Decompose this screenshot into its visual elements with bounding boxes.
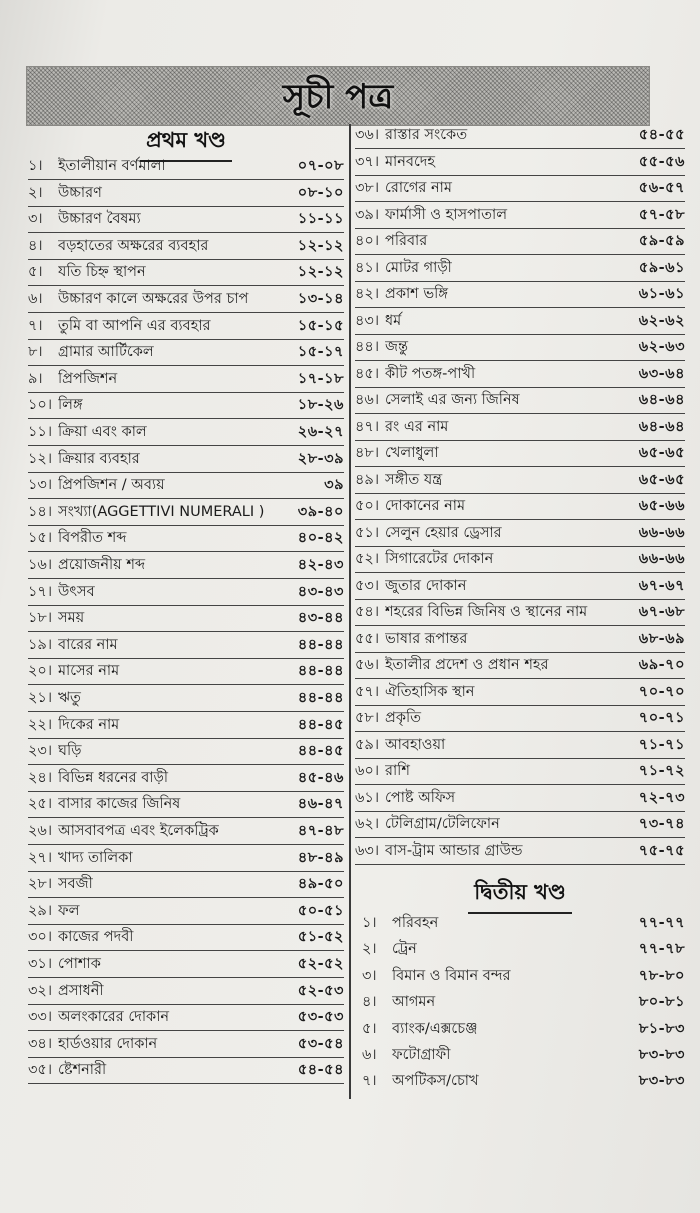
entry-number: ৫৯। xyxy=(355,736,380,753)
entry-title: ভাষার রূপান্তর xyxy=(385,630,468,647)
entry-number: ১৫। xyxy=(28,530,53,547)
entry-title: ইতালীর প্রদেশ ও প্রধান শহর xyxy=(385,657,549,673)
toc-entry xyxy=(355,760,685,785)
toc-entry xyxy=(28,394,344,419)
entry-pages: ৪৮-৪৯ xyxy=(297,849,344,866)
entry-pages: ৬৭-৬৮ xyxy=(638,604,685,620)
entry-number: ১৮। xyxy=(28,610,53,627)
entry-pages: ৫০-৫১ xyxy=(297,902,344,919)
toc-entry xyxy=(362,938,685,962)
entry-number: ৬৩। xyxy=(355,842,380,859)
toc-entry xyxy=(355,654,685,679)
entry-pages: ১৫-১৫ xyxy=(297,317,344,334)
entry-title: মানবদেহ xyxy=(385,153,436,170)
toc-entry xyxy=(28,953,344,978)
entry-number: ৫৭। xyxy=(355,683,380,700)
toc-entry xyxy=(28,155,344,180)
entry-number: ২৬। xyxy=(28,823,53,839)
entry-pages: ৬৫-৬৬ xyxy=(638,498,685,514)
entry-title: সবজী xyxy=(58,876,93,893)
entry-number: ৪৩। xyxy=(355,312,380,329)
entry-pages: ৪৫-৪৬ xyxy=(297,769,344,786)
entry-title: বাস-ট্রাম আন্ডার গ্রাউন্ড xyxy=(385,842,523,859)
toc-entry xyxy=(28,847,344,872)
entry-title: বড়হাতের অক্ষরের ব্যবহার xyxy=(58,237,209,254)
column-divider xyxy=(349,124,351,1099)
toc-entry xyxy=(28,687,344,712)
entry-pages: ৬৭-৬৭ xyxy=(638,577,685,594)
entry-pages: ৬৮-৬৯ xyxy=(638,630,685,647)
entry-pages: ৫৯-৬১ xyxy=(638,259,685,276)
entry-pages: ৪৪-৪৫ xyxy=(297,743,344,760)
entry-number: ১২। xyxy=(28,450,53,467)
entry-number: ৩০। xyxy=(28,929,53,946)
entry-number: ৫০। xyxy=(355,498,380,514)
toc-entry xyxy=(355,363,685,388)
toc-entry xyxy=(355,336,685,361)
entry-number: ৬। xyxy=(362,1047,377,1063)
entry-title: বিমান ও বিমান বন্দর xyxy=(392,967,511,984)
toc-entry xyxy=(28,740,344,765)
entry-title: মোটর গাড়ী xyxy=(385,259,452,276)
entry-number: ৩৬। xyxy=(355,127,380,143)
entry-pages: ৭১-৭২ xyxy=(638,763,685,779)
toc-entry xyxy=(355,628,685,653)
toc-entry xyxy=(355,787,685,812)
section-2-title: দ্বিতীয় খণ্ড xyxy=(468,876,572,914)
entry-title: তুমি বা আপনি এর ব্যবহার xyxy=(58,317,211,334)
entry-number: ১৩। xyxy=(28,477,53,494)
toc-entry xyxy=(28,873,344,898)
entry-number: ৪০। xyxy=(355,233,380,249)
entry-title: গ্রামার আর্টিকেল xyxy=(58,344,154,361)
toc-entry xyxy=(28,660,344,685)
entry-number: ৪৭। xyxy=(355,418,380,435)
entry-pages: ৫৩-৫৩ xyxy=(297,1009,344,1026)
entry-number: ৩২। xyxy=(28,982,53,999)
entry-number: ৩৫। xyxy=(28,1062,53,1079)
entry-title: রাস্তার সংকেত xyxy=(385,127,468,143)
entry-title: আসবাবপত্র এবং ইলেকট্রিক xyxy=(58,823,219,839)
entry-pages: ৭০-৭০ xyxy=(638,683,685,700)
entry-pages: ০৮-১০ xyxy=(297,184,344,201)
entry-number: ১৬। xyxy=(28,557,53,573)
entry-pages: ৬২-৬২ xyxy=(638,312,685,329)
entry-number: ৭। xyxy=(362,1073,377,1090)
entry-pages: ৪৩-৪৪ xyxy=(297,610,344,627)
toc-entry xyxy=(28,554,344,579)
toc-entry xyxy=(355,707,685,732)
entry-pages: ৩৯-৪০ xyxy=(297,503,344,520)
entry-number: ৬। xyxy=(28,291,43,307)
entry-title: সেলুন হেয়ার ড্রেসার xyxy=(385,524,502,541)
entry-pages: ৫৭-৫৮ xyxy=(638,206,685,223)
entry-title: উচ্চারণ বৈষম্য xyxy=(58,211,141,228)
entry-title: ট্রেন xyxy=(392,941,417,958)
entry-title: সঙ্গীত যন্ত্র xyxy=(385,471,443,488)
entry-pages: ৫১-৫২ xyxy=(297,929,344,946)
entry-pages: ১৭-১৮ xyxy=(297,370,344,387)
toc-entry xyxy=(28,315,344,340)
entry-number: ২৩। xyxy=(28,743,53,760)
faded-stamp xyxy=(504,1038,646,1098)
toc-entry xyxy=(355,389,685,414)
entry-pages: ৭৭-৭৭ xyxy=(638,915,685,931)
entry-number: ৬২। xyxy=(355,816,380,832)
toc-entry xyxy=(355,177,685,202)
entry-title: উচ্চারণ কালে অক্ষরের উপর চাপ xyxy=(58,291,249,307)
entry-title: যতি চিহ্ন স্থাপন xyxy=(58,264,146,281)
toc-entry xyxy=(28,208,344,233)
entry-pages: ০৭-০৮ xyxy=(297,158,344,174)
entry-title: ফার্মাসী ও হাসপাতাল xyxy=(385,206,508,223)
entry-title: বারের নাম xyxy=(58,636,118,653)
entry-pages: ৭০-৭১ xyxy=(638,710,685,726)
entry-pages: ৪৪-৪৫ xyxy=(297,716,344,733)
entry-number: ২৮। xyxy=(28,876,53,893)
entry-pages: ৭৩-৭৪ xyxy=(638,816,685,832)
entry-title: বাসার কাজের জিনিষ xyxy=(58,796,181,813)
toc-entry xyxy=(28,527,344,552)
toc-entry xyxy=(355,840,685,865)
entry-pages: ৪০-৪২ xyxy=(297,530,344,547)
entry-number: ৭। xyxy=(28,317,43,334)
toc-entry xyxy=(28,421,344,446)
toc-entry xyxy=(28,341,344,366)
entry-number: ২১। xyxy=(28,690,53,706)
entry-title: প্রকাশ ভঙ্গি xyxy=(385,286,448,302)
toc-entry xyxy=(28,634,344,659)
entry-title: দিকের নাম xyxy=(58,716,120,733)
entry-title: সেলাই এর জন্য জিনিষ xyxy=(385,392,520,408)
entry-title: ধর্ম xyxy=(385,312,402,329)
entry-number: ১৭। xyxy=(28,583,53,600)
entry-pages: ৪২-৪৩ xyxy=(297,557,344,573)
entry-title: প্রয়োজনীয় শব্দ xyxy=(58,557,146,573)
entry-number: ৪২। xyxy=(355,286,380,302)
entry-pages: ৬৫-৬৫ xyxy=(638,445,685,461)
toc-entry xyxy=(355,495,685,520)
entry-title: সংখ্যা(AGGETTIVI NUMERALI ) xyxy=(58,503,264,520)
toc-entry xyxy=(28,368,344,393)
toc-entry xyxy=(28,900,344,925)
entry-pages: ৭১-৭১ xyxy=(638,736,685,753)
entry-pages: ১৫-১৭ xyxy=(297,344,344,361)
entry-pages: ৮৩-৮৩ xyxy=(638,1073,685,1090)
entry-pages: ৪৪-৪৪ xyxy=(297,663,344,680)
entry-number: ৮। xyxy=(28,344,43,361)
toc-entry xyxy=(28,820,344,845)
entry-number: ৪৯। xyxy=(355,471,380,488)
entry-number: ২৭। xyxy=(28,849,53,866)
entry-number: ৪। xyxy=(362,994,377,1011)
entry-pages: ৪৬-৪৭ xyxy=(297,796,344,813)
entry-title: খাদ্য তালিকা xyxy=(58,849,133,866)
entry-title: হার্ডওয়ার দোকান xyxy=(58,1035,158,1052)
entry-number: ২। xyxy=(28,184,43,201)
entry-pages: ৬৪-৬৪ xyxy=(638,392,685,408)
entry-title: পরিবহন xyxy=(392,915,439,931)
toc-entry xyxy=(355,548,685,573)
entry-title: প্রকৃতি xyxy=(385,710,421,726)
toc-entry xyxy=(362,965,685,989)
entry-pages: ১১-১১ xyxy=(297,211,344,228)
entry-pages: ১২-১২ xyxy=(297,264,344,281)
entry-title: উৎসব xyxy=(58,583,95,600)
entry-number: ২৪। xyxy=(28,769,53,786)
entry-title: ফটোগ্রাফী xyxy=(392,1047,451,1063)
entry-pages: ৭৫-৭৫ xyxy=(638,842,685,859)
entry-number: ২৫। xyxy=(28,796,53,813)
toc-entry xyxy=(28,501,344,526)
toc-entry xyxy=(28,793,344,818)
entry-number: ১। xyxy=(28,158,43,174)
entry-title: ক্রিয়ার ব্যবহার xyxy=(58,450,140,467)
entry-number: ৪৫। xyxy=(355,365,380,382)
entry-title: প্রিপজিশন xyxy=(58,370,118,387)
entry-number: ১১। xyxy=(28,424,53,440)
entry-title: আগমন xyxy=(392,994,436,1011)
toc-entry xyxy=(28,714,344,739)
entry-title: লিঙ্গ xyxy=(58,397,83,414)
entry-number: ১০। xyxy=(28,397,53,414)
toc-entry xyxy=(355,813,685,838)
entry-number: ৫১। xyxy=(355,524,380,541)
entry-title: কাজের পদবী xyxy=(58,929,134,946)
toc-entry xyxy=(28,288,344,313)
entry-number: ১৯। xyxy=(28,636,53,653)
entry-title: জন্তু xyxy=(385,339,408,355)
entry-number: ৩১। xyxy=(28,956,53,972)
entry-number: ৫। xyxy=(28,264,43,281)
entry-number: ৪৪। xyxy=(355,339,380,355)
toc-entry xyxy=(28,1059,344,1084)
toc-entry xyxy=(355,204,685,229)
entry-title: রং এর নাম xyxy=(385,418,449,435)
toc-entry xyxy=(28,767,344,792)
toc-entry xyxy=(355,230,685,255)
entry-pages: ৪৯-৫০ xyxy=(297,876,344,893)
entry-number: ২০। xyxy=(28,663,53,680)
toc-entry xyxy=(28,261,344,286)
entry-title: জুতার দোকান xyxy=(385,577,467,594)
toc-entry xyxy=(355,575,685,600)
entry-title: বিপরীত শব্দ xyxy=(58,530,127,547)
toc-entry xyxy=(28,1006,344,1031)
entry-title: উচ্চারণ xyxy=(58,184,102,201)
entry-pages: ৫৫-৫৬ xyxy=(638,153,685,170)
entry-title: পোশাক xyxy=(58,956,101,972)
entry-number: ৩৮। xyxy=(355,180,380,196)
entry-pages: ৬২-৬৩ xyxy=(638,339,685,355)
entry-pages: ৬৫-৬৫ xyxy=(638,471,685,488)
toc-entry xyxy=(355,310,685,335)
toc-entry xyxy=(355,416,685,441)
toc-entry xyxy=(28,607,344,632)
entry-pages: ৪৪-৪৪ xyxy=(297,636,344,653)
entry-pages: ৫৩-৫৪ xyxy=(297,1035,344,1052)
entry-number: ৩। xyxy=(28,211,43,228)
entry-number: ১৪। xyxy=(28,503,53,520)
entry-pages: ৫২-৫২ xyxy=(297,956,344,972)
entry-title: দোকানের নাম xyxy=(385,498,466,514)
entry-pages: ৩৯ xyxy=(324,477,344,494)
toc-entry xyxy=(28,474,344,499)
section-1-title: প্রথম খণ্ড xyxy=(140,124,232,162)
toc-entry xyxy=(355,681,685,706)
toc-entry xyxy=(28,448,344,473)
toc-entry xyxy=(355,151,685,176)
toc-entry xyxy=(355,257,685,282)
entry-number: ৪৮। xyxy=(355,445,380,461)
entry-title: কীট পতঙ্গ-পাখী xyxy=(385,365,476,382)
entry-pages: ৮৩-৮৩ xyxy=(638,1047,685,1063)
toc-entry xyxy=(355,734,685,759)
entry-number: ৪১। xyxy=(355,259,380,276)
entry-pages: ৫৪-৫৪ xyxy=(297,1062,344,1079)
entry-pages: ৮১-৮৩ xyxy=(638,1020,685,1037)
entry-number: ৫৫। xyxy=(355,630,380,647)
entry-pages: ৭২-৭৩ xyxy=(638,789,685,806)
entry-pages: ৫৬-৫৭ xyxy=(638,180,685,196)
entry-pages: ৬১-৬১ xyxy=(638,286,685,302)
entry-pages: ২৬-২৭ xyxy=(297,424,344,440)
page-title: সূচী পত্র xyxy=(282,77,394,117)
toc-entry xyxy=(28,980,344,1005)
entry-title: ঋতু xyxy=(58,690,81,706)
toc-entry xyxy=(28,926,344,951)
toc-entry xyxy=(28,235,344,260)
entry-number: ১। xyxy=(362,915,377,931)
entry-title: ইতালীয়ান বর্ণমালা xyxy=(58,158,166,174)
entry-title: ঐতিহাসিক স্থান xyxy=(385,683,475,700)
entry-title: রাশি xyxy=(385,763,410,779)
entry-pages: ২৮-৩৯ xyxy=(297,450,344,467)
entry-title: রোগের নাম xyxy=(385,180,452,196)
entry-number: ৬১। xyxy=(355,789,380,806)
entry-number: ৩। xyxy=(362,967,377,984)
section-2-heading xyxy=(355,876,685,914)
entry-title: ব্যাংক/এক্সচেঞ্জ xyxy=(392,1020,478,1037)
entry-number: ৪। xyxy=(28,237,43,254)
entry-title: টেলিগ্রাম/টেলিফোন xyxy=(385,816,500,832)
entry-number: ৫৮। xyxy=(355,710,380,726)
toc-entry xyxy=(355,522,685,547)
entry-pages: ১৮-২৬ xyxy=(297,397,344,414)
entry-number: ২৯। xyxy=(28,902,53,919)
entry-title: ঘড়ি xyxy=(58,743,82,760)
entry-number: ২২। xyxy=(28,716,53,733)
entry-number: ২। xyxy=(362,941,377,958)
entry-title: পোষ্ট অফিস xyxy=(385,789,456,806)
entry-number: ৬০। xyxy=(355,763,380,779)
entry-number: ৫। xyxy=(362,1020,377,1037)
entry-number: ৫৬। xyxy=(355,657,380,673)
entry-title: পরিবার xyxy=(385,233,428,249)
entry-number: ৫২। xyxy=(355,551,380,567)
entry-pages: ১৩-১৪ xyxy=(297,291,344,307)
entry-pages: ৬৬-৬৬ xyxy=(638,524,685,541)
entry-number: ৩৭। xyxy=(355,153,380,170)
entry-number: ৪৬। xyxy=(355,392,380,408)
entry-pages: ৬৯-৭০ xyxy=(638,657,685,673)
toc-entry xyxy=(355,601,685,626)
entry-pages: ৬৬-৬৬ xyxy=(638,551,685,567)
entry-pages: ৫৯-৫৯ xyxy=(638,233,685,249)
title-banner xyxy=(26,66,650,126)
toc-entry xyxy=(28,581,344,606)
toc-entry xyxy=(362,991,685,1015)
entry-title: শহরের বিভিন্ন জিনিষ ও স্থানের নাম xyxy=(385,604,588,620)
entry-pages: ৭৭-৭৮ xyxy=(638,941,685,958)
entry-pages: ৫৪-৫৫ xyxy=(638,127,685,143)
entry-title: মাসের নাম xyxy=(58,663,120,680)
entry-title: প্রসাধনী xyxy=(58,982,104,999)
entry-title: অলংকারের দোকান xyxy=(58,1009,170,1026)
entry-pages: ৫২-৫৩ xyxy=(297,982,344,999)
entry-number: ৫৪। xyxy=(355,604,380,620)
entry-pages: ৪৪-৪৪ xyxy=(297,690,344,706)
entry-pages: ৪৩-৪৩ xyxy=(297,583,344,600)
toc-entry xyxy=(355,469,685,494)
entry-number: ৩৪। xyxy=(28,1035,53,1052)
entry-title: খেলাধুলা xyxy=(385,445,439,461)
entry-title: আবহাওয়া xyxy=(385,736,446,753)
entry-pages: ১২-১২ xyxy=(297,237,344,254)
entry-number: ৩৯। xyxy=(355,206,380,223)
entry-title: ক্রিয়া এবং কাল xyxy=(58,424,147,440)
entry-title: বিভিন্ন ধরনের বাড়ী xyxy=(58,769,169,786)
entry-title: ষ্টেশনারী xyxy=(58,1062,107,1079)
entry-title: সময় xyxy=(58,610,85,627)
entry-pages: ৬৪-৬৪ xyxy=(638,418,685,435)
entry-number: ৯। xyxy=(28,370,43,387)
toc-entry xyxy=(355,283,685,308)
toc-entry xyxy=(28,1033,344,1058)
entry-title: প্রিপজিশন / অব্যয় xyxy=(58,477,165,494)
toc-entry xyxy=(355,124,685,149)
entry-title: ফল xyxy=(58,902,80,919)
entry-title: সিগারেটের দোকান xyxy=(385,551,494,567)
entry-pages: ৬৩-৬৪ xyxy=(638,365,685,382)
toc-entry xyxy=(362,912,685,936)
entry-number: ৫৩। xyxy=(355,577,380,594)
entry-number: ৩৩। xyxy=(28,1009,53,1026)
entry-pages: ৮০-৮১ xyxy=(638,994,685,1011)
entry-pages: ৪৭-৪৮ xyxy=(297,823,344,839)
toc-entry xyxy=(28,182,344,207)
entry-pages: ৭৮-৮০ xyxy=(638,967,685,984)
entry-title: অপটিকস/চোখ xyxy=(392,1073,479,1090)
toc-entry xyxy=(355,442,685,467)
